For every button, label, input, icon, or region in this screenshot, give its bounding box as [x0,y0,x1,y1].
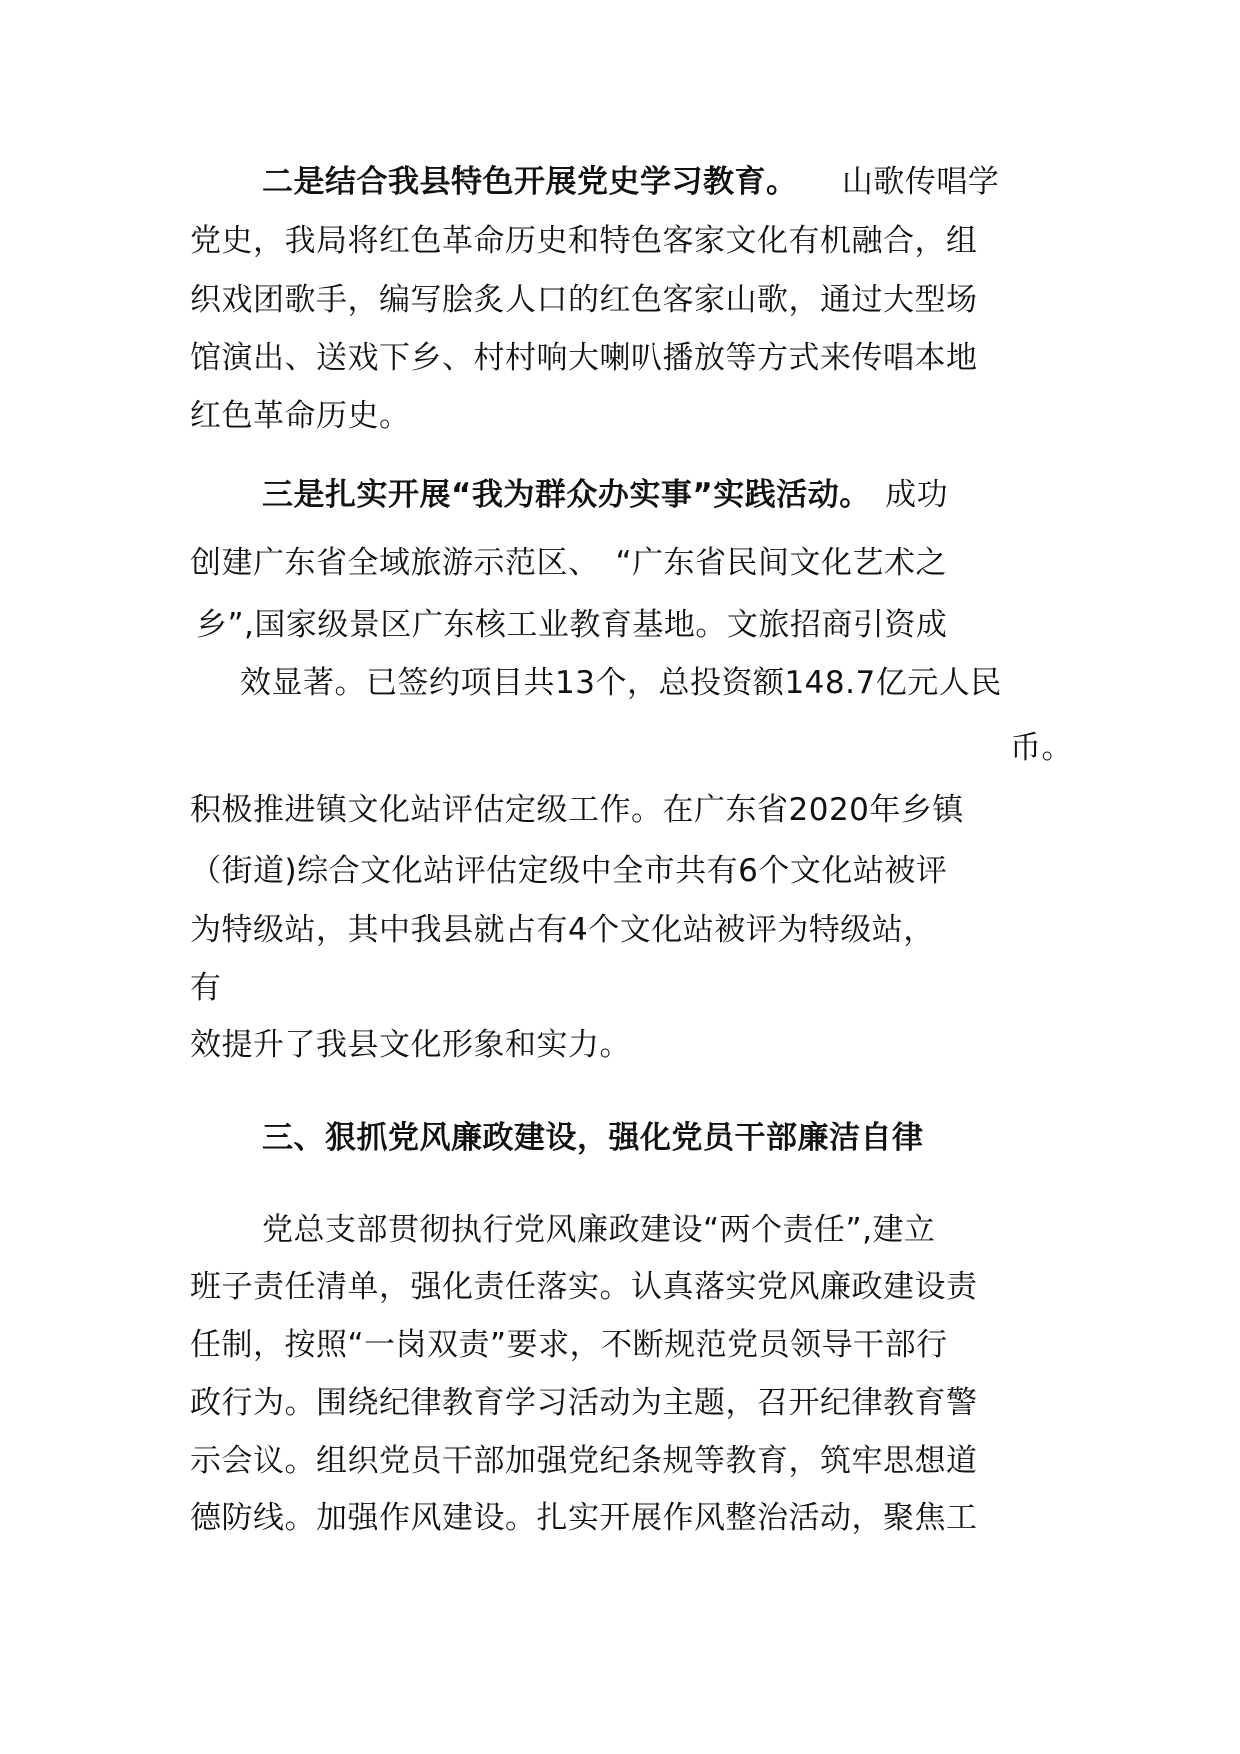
paragraph-1-text: 山歌传唱学 [841,164,1000,200]
paragraph-2-line-10: 效提升了我县文化形象和实力。 [190,1027,631,1063]
paragraph-3-line-3: 任制，按照“一岗双责”要求，不断规范党员领导干部行 [190,1327,948,1363]
paragraph-2-line-1 [262,475,948,515]
paragraph-2-text: 成功 [885,477,949,513]
paragraph-3-line-5: 示会议。组织党员干部加强党纪条规等教育，筑牢思想道 [190,1443,978,1479]
paragraph-3-line-2: 班子责任清单，强化责任落实。认真落实党风廉政建设责 [190,1269,978,1305]
paragraph-2-heading: 三是扎实开展“我为群众办实事”实践活动。 [262,477,871,513]
section-3-heading: 三、狠抓党风廉政建设，强化党员干部廉洁自律 [262,1120,924,1156]
paragraph-1-line-3: 织戏团歌手，编写脍炙人口的红色客家山歌，通过大型场 [190,282,978,318]
paragraph-2-line-5: 币。 [1010,730,1073,766]
paragraph-2-line-9: 有 [190,970,222,1006]
paragraph-3-line-4: 政行为。围绕纪律教育学习活动为主题，召开纪律教育警 [190,1385,978,1421]
paragraph-1-line-1 [262,162,999,202]
paragraph-1-line-2: 党史，我局将红色革命历史和特色客家文化有机融合，组 [190,223,978,259]
paragraph-3-line-1: 党总支部贯彻执行党风廉政建设“两个责任”,建立 [262,1212,936,1248]
paragraph-2-line-8: 为特级站，其中我县就占有4个文化站被评为特级站， [190,912,935,948]
paragraph-2-line-2: 创建广东省全域旅游示范区、 “广东省民间文化艺术之 [190,545,948,581]
paragraph-2-line-6: 积极推进镇文化站评估定级工作。在广东省2020年乡镇 [190,792,964,828]
paragraph-2-line-3: 乡”,国家级景区广东核工业教育基地。文旅招商引资成 [196,607,948,643]
paragraph-1-heading: 二是结合我县特色开展党史学习教育。 [262,164,798,200]
paragraph-2-line-4: 效显著。已签约项目共13个，总投资额148.7亿元人民 [240,665,1002,701]
paragraph-1-line-4: 馆演出、送戏下乡、村村响大喇叭播放等方式来传唱本地 [190,340,978,376]
paragraph-2-line-7: （街道)综合文化站评估定级中全市共有6个文化站被评 [190,853,948,889]
paragraph-1-line-5: 红色革命历史。 [190,398,411,434]
paragraph-3-line-6: 德防线。加强作风建设。扎实开展作风整治活动，聚焦工 [190,1500,978,1536]
